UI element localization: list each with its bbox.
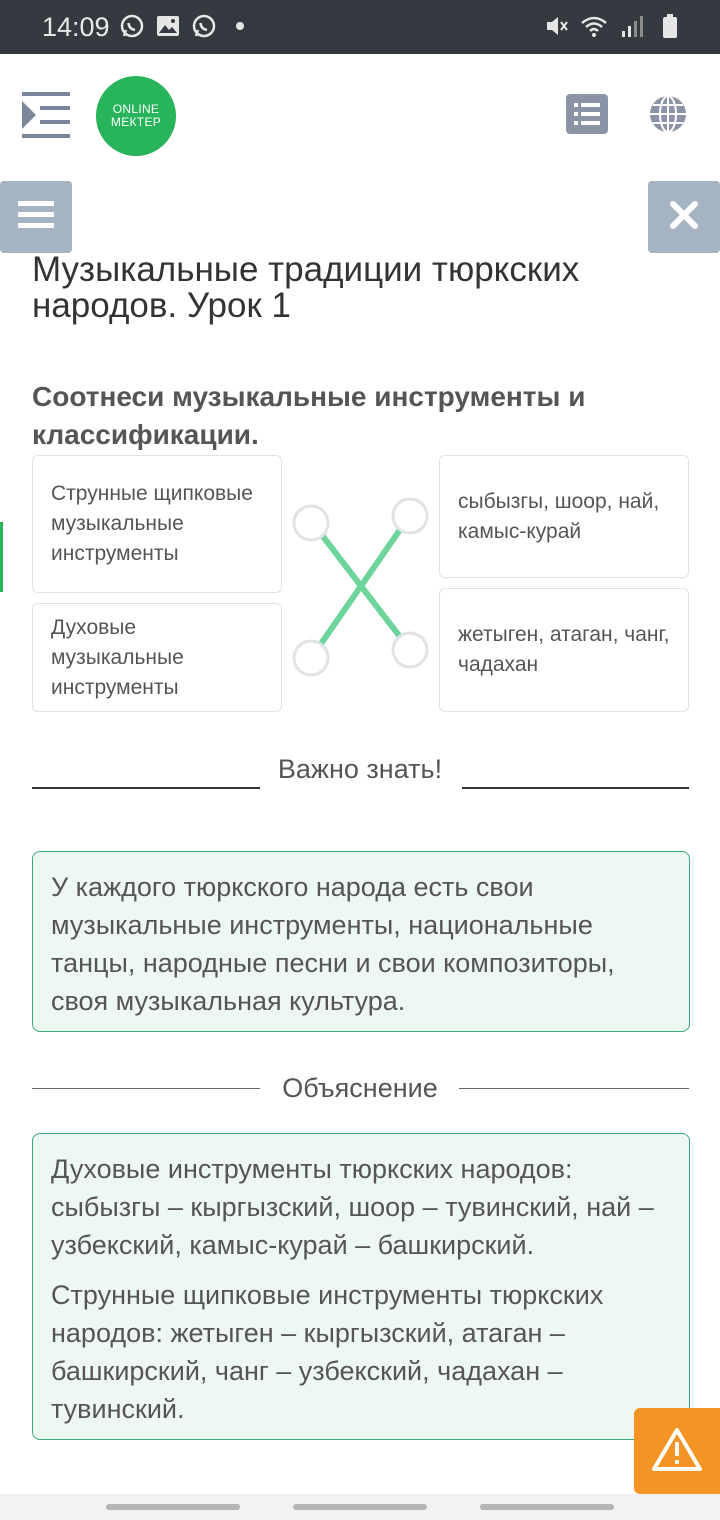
report-problem-button[interactable] bbox=[634, 1408, 720, 1494]
hamburger-icon bbox=[16, 199, 56, 236]
match-right-item[interactable]: сыбызгы, шоор, най, камыс-курай bbox=[439, 455, 689, 578]
whatsapp-icon bbox=[190, 12, 218, 40]
divider-line bbox=[462, 787, 689, 789]
match-left-item[interactable]: Струнные щипковые музыкальные инструменты bbox=[32, 455, 282, 593]
status-time: 14:09 bbox=[42, 12, 110, 42]
connector-line bbox=[318, 530, 404, 642]
battery-icon bbox=[656, 12, 684, 40]
whatsapp-icon bbox=[118, 12, 146, 40]
app-header bbox=[0, 54, 720, 176]
dot-icon bbox=[226, 12, 254, 40]
connector-handle bbox=[294, 506, 328, 540]
status-bar bbox=[0, 0, 720, 54]
wifi-icon bbox=[580, 12, 608, 40]
system-nav-bar bbox=[0, 1494, 720, 1520]
match-left-item[interactable]: Духовые музыкальные инструменты bbox=[32, 603, 282, 712]
page-title: Музыкальные традиции тюркских народов. Урок 1 bbox=[32, 250, 580, 325]
important-heading: Важно знать! bbox=[277, 754, 443, 784]
nav-home[interactable] bbox=[293, 1504, 427, 1510]
signal-icon bbox=[618, 12, 646, 40]
image-icon bbox=[154, 12, 182, 40]
globe-icon[interactable] bbox=[648, 94, 688, 134]
explanation-paragraph: Струнные щипковые инструменты тюркских народов: жетыген – кыргызский, атаган – башкирский, чанг – узбекский, чадахан – тувинский. bbox=[51, 1280, 604, 1424]
nav-back[interactable] bbox=[480, 1504, 614, 1510]
divider-line bbox=[32, 787, 260, 789]
connector-handle bbox=[294, 641, 328, 675]
connector-handle bbox=[393, 499, 427, 533]
divider-line bbox=[459, 1088, 689, 1089]
connector-line bbox=[318, 524, 404, 648]
explanation-box bbox=[32, 1133, 690, 1440]
menu-indent-icon[interactable] bbox=[22, 92, 72, 138]
mute-icon bbox=[542, 12, 570, 40]
divider-line bbox=[32, 1088, 260, 1089]
hamburger-menu-button[interactable] bbox=[0, 181, 72, 253]
list-icon[interactable] bbox=[566, 94, 608, 134]
online-mektep-logo[interactable]: ONLINE МЕКТЕР bbox=[96, 76, 176, 156]
important-info-box: У каждого тюркского народа есть свои музыкальные инструменты, национальные танцы, народные песни и свои композиторы, своя музыкальная культура. bbox=[32, 851, 690, 1032]
close-icon bbox=[669, 200, 699, 235]
explanation-heading: Объяснение bbox=[282, 1073, 438, 1103]
explanation-paragraph: Духовые инструменты тюркских народов: сыбызгы – кыргызский, шоор – тувинский, най – узбекский, камыс-курай – башкирский. bbox=[51, 1154, 654, 1260]
match-right-item[interactable]: жетыген, атаган, чанг, чадахан bbox=[439, 588, 689, 712]
close-button[interactable] bbox=[648, 181, 720, 253]
connector-handle bbox=[393, 633, 427, 667]
nav-recents[interactable] bbox=[106, 1504, 240, 1510]
warning-icon bbox=[651, 1426, 703, 1477]
task-instruction: Соотнеси музыкальные инструменты и классификации. bbox=[32, 381, 586, 450]
active-indicator bbox=[0, 522, 3, 592]
